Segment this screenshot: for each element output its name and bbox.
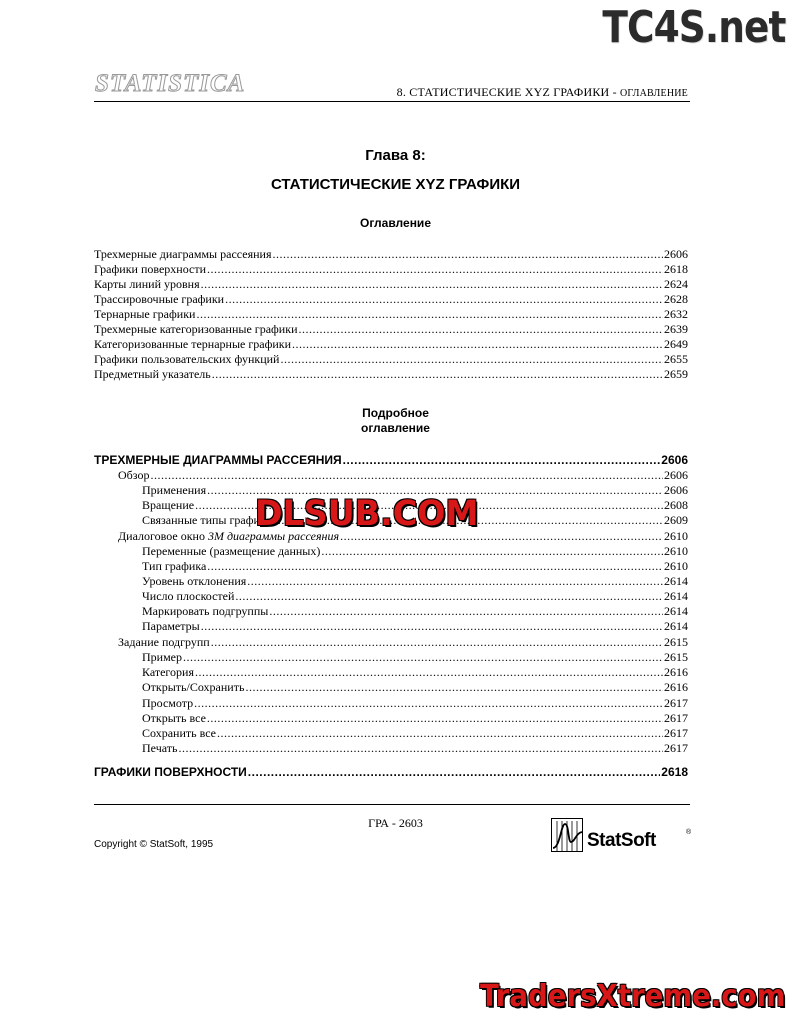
detailed-entry[interactable]: Диалоговое окно 3M диаграммы рассеяния ..... 2610: [118, 529, 688, 544]
detailed-entry[interactable]: Открыть/Сохранить ..... 2616: [142, 680, 688, 695]
detailed-entry[interactable]: Число плоскостей ..... 2614: [142, 589, 688, 604]
toc-entry[interactable]: Тернарные графики ..... 2632: [94, 307, 688, 322]
page-number: ГРА - 2603: [368, 816, 423, 830]
detailed-entry[interactable]: Уровень отклонения ..... 2614: [142, 574, 688, 589]
watermark-middle: DLSUB.COM: [255, 494, 479, 534]
toc-entry[interactable]: Трехмерные диаграммы рассеяния ..... 2606: [94, 247, 688, 262]
detailed-entry[interactable]: Переменные (размещение данных) ..... 2610: [142, 544, 688, 559]
detailed-entry[interactable]: Параметры ..... 2614: [142, 619, 688, 634]
statsoft-logo: [551, 818, 691, 854]
detailed-entry[interactable]: Тип графика ..... 2610: [142, 559, 688, 574]
chapter-title: СТАТИСТИЧЕСКИЕ XYZ ГРАФИКИ: [270, 176, 521, 193]
toc-entry[interactable]: Карты линий уровня ..... 2624: [94, 277, 688, 292]
toc-entry[interactable]: Предметный указатель ..... 2659: [94, 367, 688, 382]
detailed-entry[interactable]: Вращение ..... 2608: [142, 498, 688, 513]
watermark-top: TC4S.net: [602, 2, 786, 53]
toc-entry[interactable]: Трассировочные графики ..... 2628: [94, 292, 688, 307]
detailed-entry[interactable]: Пример ..... 2615: [142, 650, 688, 665]
toc-entry[interactable]: Графики пользовательских функций ..... 2655: [94, 352, 688, 367]
footer-rule: [94, 804, 690, 805]
detailed-entry[interactable]: Применения ..... 2606: [142, 483, 688, 498]
registered-mark: ®: [686, 829, 692, 836]
header-rule: [94, 101, 690, 102]
detailed-entry[interactable]: Открыть все ..... 2617: [142, 711, 688, 726]
statsoft-logo-text: StatSoft: [587, 830, 656, 851]
running-header-main: 8. СТАТИСТИЧЕСКИЕ XYZ ГРАФИКИ -: [396, 85, 620, 99]
detailed-entry[interactable]: Просмотр ..... 2617: [142, 696, 688, 711]
detailed-entry[interactable]: Маркировать подгруппы ..... 2614: [142, 604, 688, 619]
detailed-entry[interactable]: Задание подгрупп ..... 2615: [118, 635, 688, 650]
running-header: [397, 85, 688, 100]
detailed-entry[interactable]: Категория ..... 2616: [142, 665, 688, 680]
watermark-bottom: TradersXtreme.com: [480, 979, 786, 1014]
detailed-entry[interactable]: Печать ..... 2617: [142, 741, 688, 756]
running-header-sub: ОГЛАВЛЕНИЕ: [620, 88, 688, 99]
statsoft-logo-icon: [551, 818, 583, 852]
detailed-entry[interactable]: Связанные типы графиков ..... 2609: [142, 513, 688, 528]
toc-entry[interactable]: Графики поверхности ..... 2618: [94, 262, 688, 277]
statistica-logo: STATISTICA: [95, 70, 246, 97]
toc-entry[interactable]: Трехмерные категоризованные графики ..... 2639: [94, 322, 688, 337]
toc-entry[interactable]: Категоризованные тернарные графики ..... 2649: [94, 337, 688, 352]
copyright-text: Copyright © StatSoft, 1995: [94, 839, 214, 850]
chapter-number: Глава 8:: [365, 147, 426, 164]
detailed-entry[interactable]: Сохранить все ..... 2617: [142, 726, 688, 741]
detailed-toc-heading: Подробное оглавление: [361, 406, 430, 435]
detailed-section-entry[interactable]: ГРАФИКИ ПОВЕРХНОСТИ ..... 2618: [94, 765, 688, 780]
toc-heading: Оглавление: [360, 216, 431, 230]
detailed-entry[interactable]: Обзор ..... 2606: [118, 468, 688, 483]
detailed-section-entry[interactable]: ТРЕХМЕРНЫЕ ДИАГРАММЫ РАССЕЯНИЯ ..... 2606: [94, 453, 688, 468]
